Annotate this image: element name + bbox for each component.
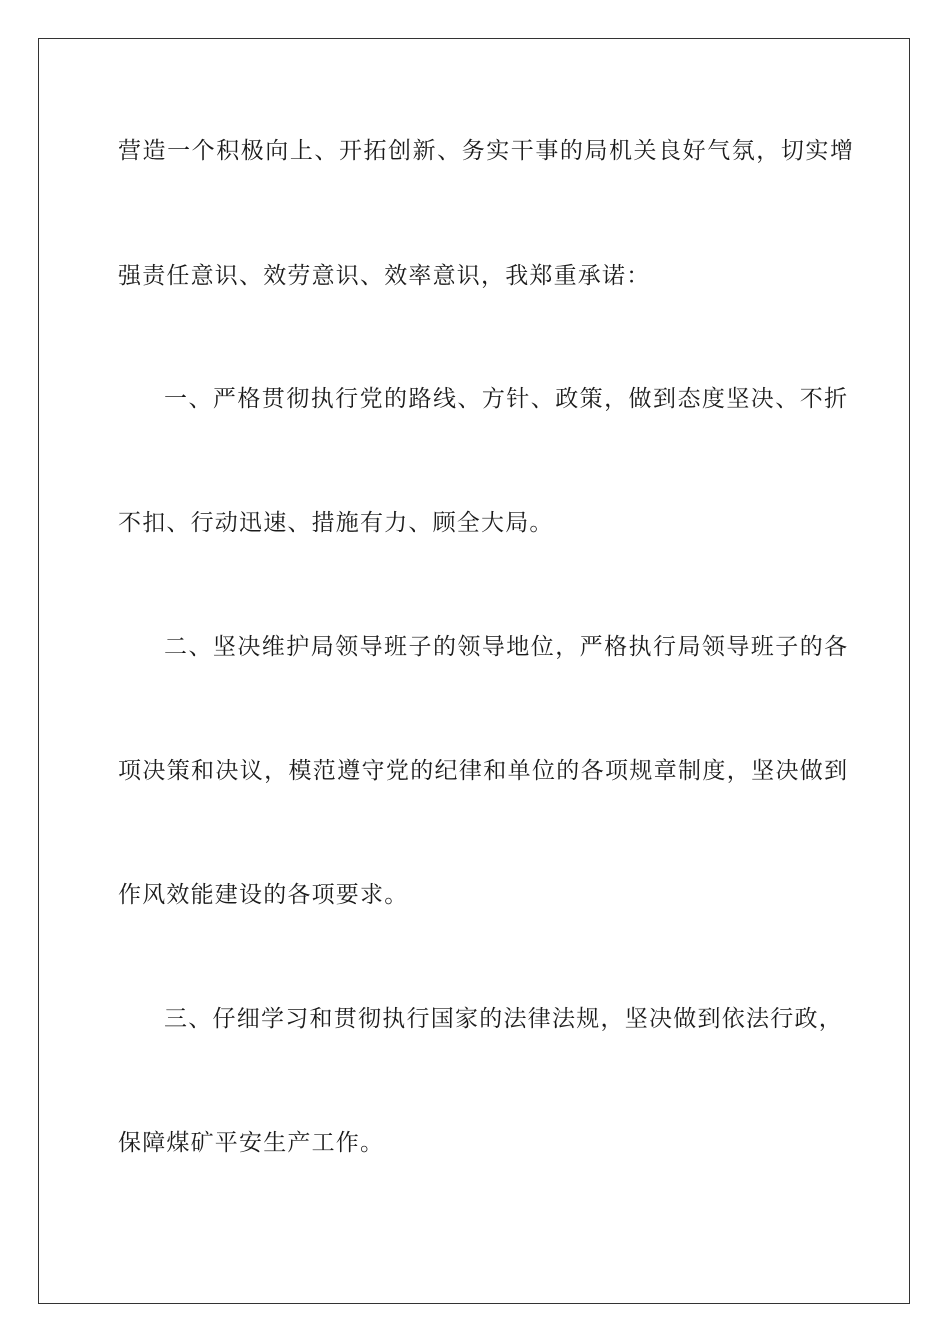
commitment-1-line-2: 不扣、行动迅速、措施有力、顾全大局。 [118,510,554,536]
commitment-2-line-1: 二、坚决维护局领导班子的领导地位，严格执行局领导班子的各 [164,634,849,660]
paragraph-line-1: 营造一个积极向上、开拓创新、务实干事的局机关良好气氛，切实增 [118,138,855,164]
commitment-3-line-1: 三、仔细学习和贯彻执行国家的法律法规，坚决做到依法行政， [164,1006,843,1032]
page-border [38,38,910,1304]
commitment-3-line-2: 保障煤矿平安生产工作。 [118,1130,385,1156]
commitment-2-line-2: 项决策和决议，模范遵守党的纪律和单位的各项规章制度，坚决做到 [118,758,849,784]
commitment-2-line-3: 作风效能建设的各项要求。 [118,882,409,908]
commitment-1-line-1: 一、严格贯彻执行党的路线、方针、政策，做到态度坚决、不折 [164,386,849,412]
paragraph-line-2: 强责任意识、效劳意识、效率意识，我郑重承诺： [118,263,651,289]
